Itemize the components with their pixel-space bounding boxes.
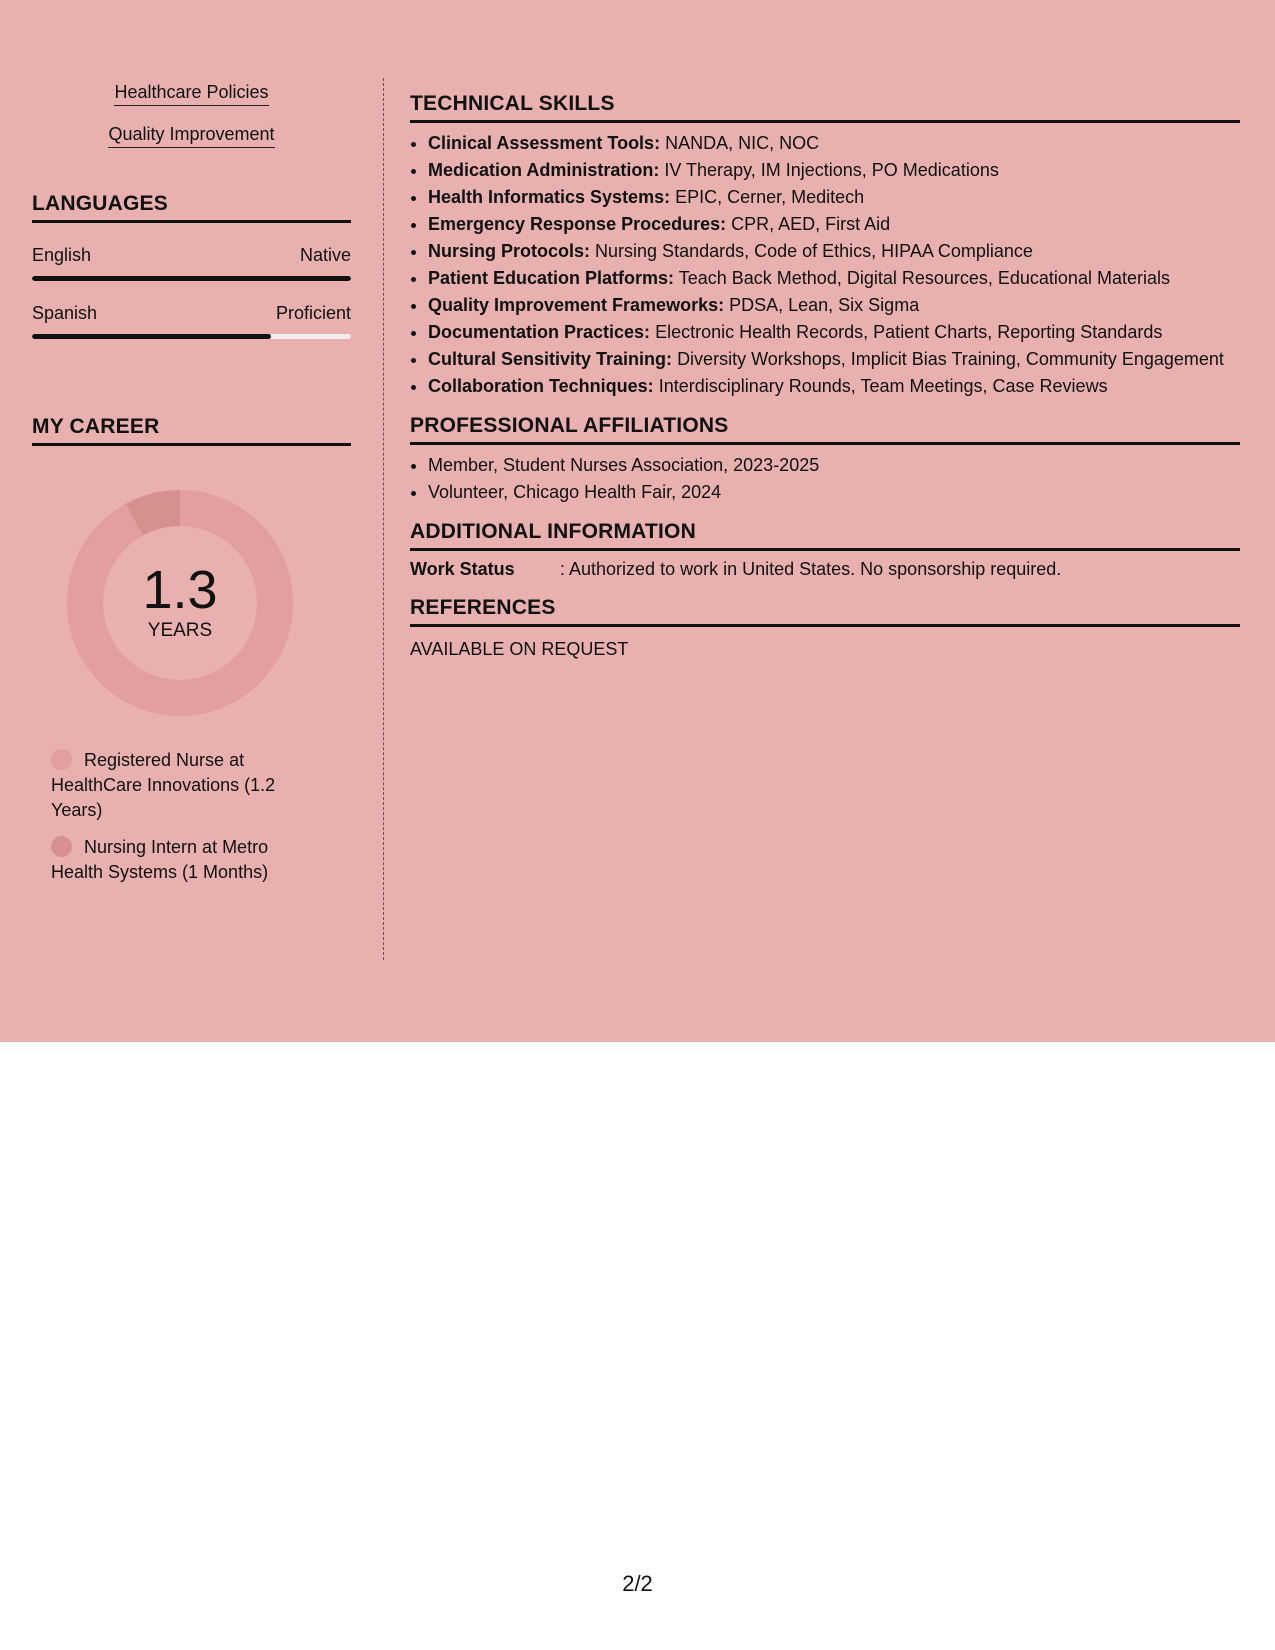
- sidebar: [32, 82, 351, 897]
- skill-value: Interdisciplinary Rounds, Team Meetings, Case Reviews: [658, 376, 1108, 396]
- references-value: AVAILABLE ON REQUEST: [410, 639, 629, 659]
- skill-name: Documentation Practices:: [428, 322, 651, 342]
- affiliation-item: • Volunteer, Chicago Health Fair, 2024: [428, 480, 1240, 504]
- language-level: Native: [299, 245, 351, 265]
- work-status-label: Work Status: [410, 559, 515, 579]
- language-name: Spanish: [32, 303, 98, 323]
- additional-title: ADDITIONAL INFORMATION: [410, 520, 1240, 551]
- affiliation-item: • Member, Student Nurses Association, 2023-2025: [428, 453, 1240, 477]
- skill-item: [428, 266, 1240, 290]
- skill-item: [428, 239, 1240, 263]
- skill-name: Collaboration Techniques:: [428, 376, 654, 396]
- skill-item: [428, 320, 1240, 344]
- skill-item: [428, 212, 1240, 236]
- languages-title: LANGUAGES: [32, 192, 351, 223]
- tag-healthcare-policies[interactable]: Healthcare Policies: [114, 82, 268, 106]
- work-status-value: : Authorized to work in United States. No sponsorship required.: [560, 559, 1062, 579]
- career-legend: [51, 748, 311, 885]
- skill-value: Diversity Workshops, Implicit Bias Training, Community Engagement: [677, 349, 1224, 369]
- legend-dot: [51, 749, 72, 770]
- skill-name: Health Informatics Systems:: [428, 187, 671, 207]
- skill-item: [428, 131, 1240, 155]
- skill-name: Patient Education Platforms:: [428, 268, 675, 288]
- skill-item: [428, 347, 1240, 371]
- skill-value: NANDA, NIC, NOC: [665, 133, 820, 153]
- language-spanish: [32, 303, 351, 339]
- legend-item: [51, 748, 311, 823]
- skill-item: [428, 374, 1240, 398]
- career-donut-center: [67, 490, 293, 716]
- skill-name: Emergency Response Procedures:: [428, 214, 727, 234]
- legend-dot: [51, 836, 72, 857]
- skill-item: [428, 158, 1240, 182]
- work-status-row: [410, 559, 1240, 580]
- skill-value: Nursing Standards, Code of Ethics, HIPAA Compliance: [595, 241, 1033, 261]
- column-divider: [383, 78, 384, 960]
- career-unit: YEARS: [147, 620, 213, 641]
- language-english: [32, 245, 351, 281]
- skill-name: Nursing Protocols:: [428, 241, 591, 261]
- skill-value: Electronic Health Records, Patient Charts, Reporting Standards: [655, 322, 1163, 342]
- skill-name: Clinical Assessment Tools:: [428, 133, 661, 153]
- language-level: Proficient: [275, 303, 351, 323]
- language-bar: [32, 276, 351, 281]
- skill-name: Cultural Sensitivity Training:: [428, 349, 673, 369]
- career-total: 1.3: [142, 560, 218, 620]
- language-bar-fill: [32, 276, 351, 281]
- references-title: REFERENCES: [410, 596, 1240, 627]
- tag-quality-improvement[interactable]: Quality Improvement: [108, 124, 274, 148]
- skill-value: IV Therapy, IM Injections, PO Medications: [664, 160, 999, 180]
- skill-name: Medication Administration:: [428, 160, 660, 180]
- legend-label: Nursing Intern at Metro Health Systems (1 Months): [51, 837, 269, 882]
- language-bar: [32, 334, 351, 339]
- skill-item: [428, 293, 1240, 317]
- career-title: MY CAREER: [32, 415, 351, 446]
- language-bar-fill: [32, 334, 271, 339]
- skill-name: Quality Improvement Frameworks:: [428, 295, 725, 315]
- page-number: 2/2: [622, 1571, 653, 1596]
- skill-value: Teach Back Method, Digital Resources, Educational Materials: [678, 268, 1170, 288]
- skills-title: TECHNICAL SKILLS: [410, 92, 1240, 123]
- legend-label: Registered Nurse at HealthCare Innovations (1.2 Years): [51, 750, 276, 820]
- main-content: [410, 92, 1240, 660]
- affiliations-list: [410, 453, 1240, 504]
- language-name: English: [32, 245, 92, 265]
- skill-value: CPR, AED, First Aid: [731, 214, 891, 234]
- skill-value: EPIC, Cerner, Meditech: [675, 187, 865, 207]
- skill-item: [428, 185, 1240, 209]
- affiliations-title: PROFESSIONAL AFFILIATIONS: [410, 414, 1240, 445]
- career-donut-chart: [67, 490, 293, 716]
- skills-list: [410, 131, 1240, 398]
- skill-value: PDSA, Lean, Six Sigma: [729, 295, 920, 315]
- legend-item: [51, 835, 311, 885]
